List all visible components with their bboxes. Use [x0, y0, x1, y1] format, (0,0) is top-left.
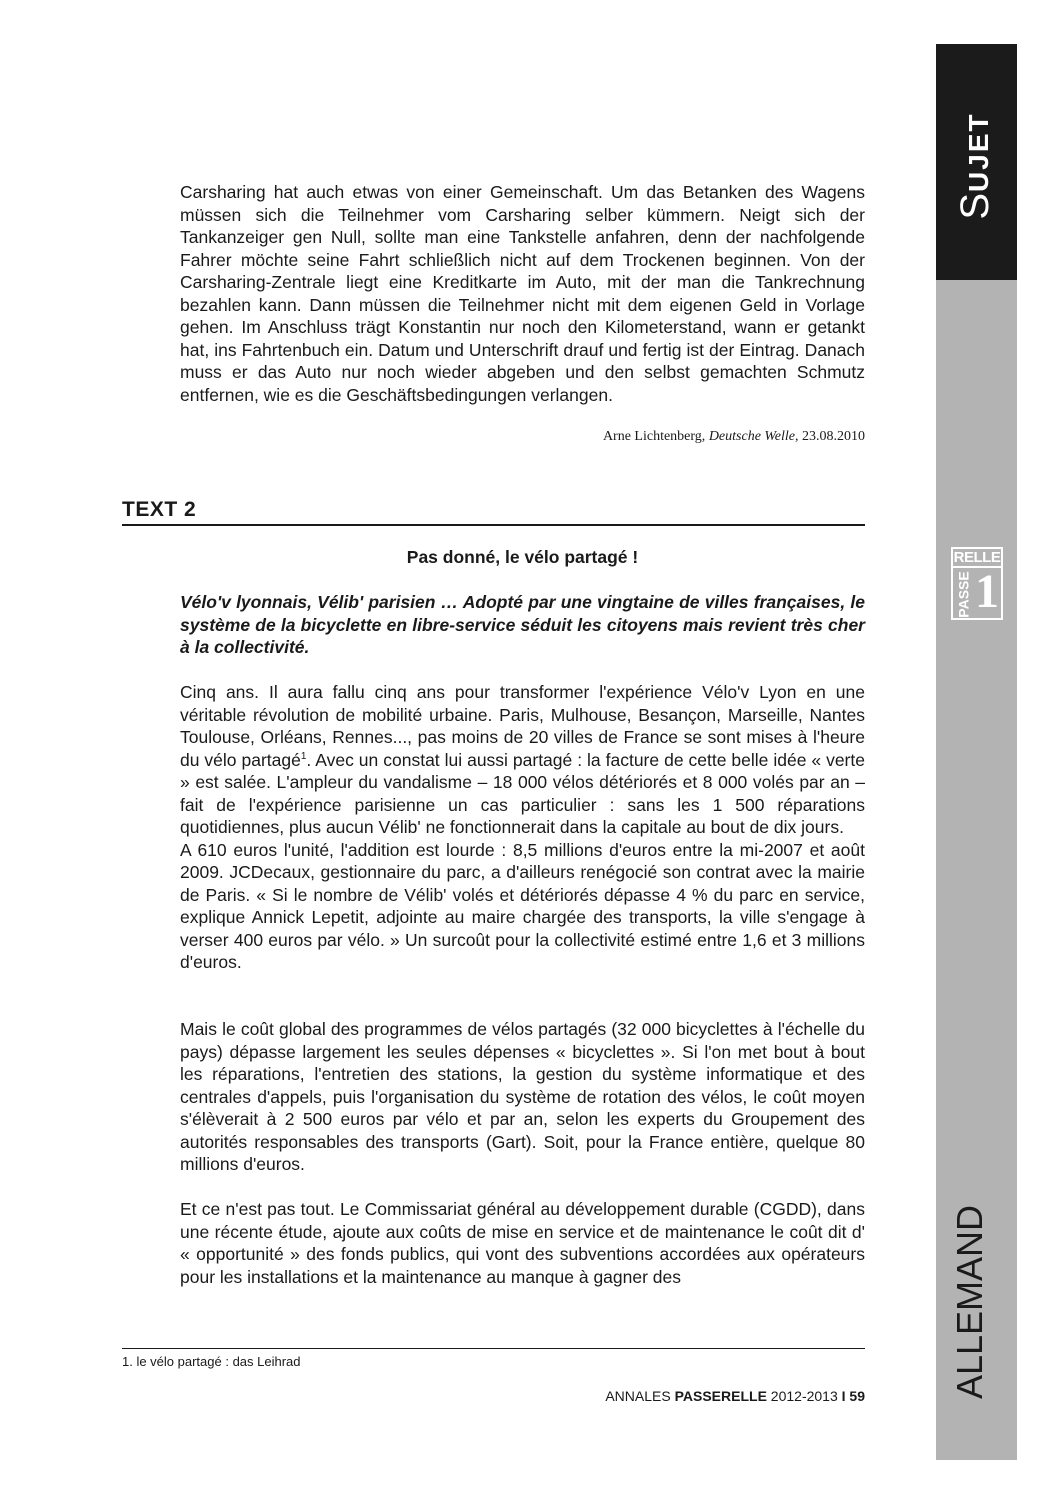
footnote-divider [122, 1348, 865, 1349]
logo-number: 1 [975, 565, 999, 618]
section-label-rest: UJET [963, 112, 994, 192]
lead-paragraph: Vélo'v lyonnais, Vélib' parisien … Adopté par une vingtaine de villes françaises, le système de la bicyclette en libre-service séduit les citoyens mais revient très cher à la collectivité. [180, 592, 865, 657]
text1-paragraph: Carsharing hat auch etwas von einer Gemeinschaft. Um das Betanken des Wagens müssen sich die Teilnehmer vom Carsharing selber kümmern. Neigt sich der Tankanzeiger gen Null, sollte man eine Tankstelle anfahren, denn der nachfolgende Fahrer möchte seine Fahrt schließlich nicht auf dem Trockenen beginnen. Von der Carsharing-Zentrale liegt eine Kreditkarte im Auto, mit der man die Tankrechnung bezahlen kann. Dann müssen die Teilnehmer nicht mit dem eigenen Geld in Vorlage gehen. Im Anschluss trägt Konstantin nur noch den Kilometerstand, wann er getankt hat, ins Fahrtenbuch ein. Datum und Unterschrift drauf und fertig ist der Eintrag. Danach muss er das Auto nur noch wieder abgeben und den selbst gemachten Schmutz entfernen, wie es die Geschäftsbedingungen verlangen. [180, 182, 865, 405]
citation-author: Arne Lichtenberg, [602, 429, 709, 444]
logo-top-text: RELLE [953, 549, 1001, 566]
article-title: Pas donné, le vélo partagé ! [406, 547, 639, 567]
section-label [955, 71, 995, 261]
page-footer [560, 1387, 865, 1405]
paragraph-text: . Avec un constat lui aussi partagé : la facture de cette belle idée « verte » est salée. L'ampleur du vandalisme – 18 000 vélos détériorés et 8 000 volés par an – fait de l'expérience parisienne un cas particulier : sans les 1 500 réparations quotidiennes, plus aucun Vélib' ne fonctionnerait dans la capitale au bout de dix jours. [180, 749, 865, 837]
section-label-initial: S [953, 191, 997, 220]
page-number: 59 [845, 1388, 865, 1404]
section-heading: TEXT 2 [122, 496, 865, 526]
article-paragraph: Mais le coût global des programmes de vélos partagés (32 000 bicyclettes à l'échelle du pays) dépasse largement les seules dépenses « bicyclettes ». Si l'on met bout à bout les réparations, l'entretien des stations, la gestion du système informatique et des centrales d'appels, puis l'organisation du système de rotation des vélos, le coût moyen s'élèverait à 2 500 euros par vélo et par an, selon les experts du Groupement des autorités responsables des transports (Gart). Soit, pour la France entière, quelque 80 millions d'euros. [180, 1019, 865, 1174]
text1-citation [500, 428, 865, 446]
citation-date: , 23.08.2010 [795, 429, 865, 444]
article-lead [180, 591, 865, 659]
article-body-3 [180, 1198, 865, 1288]
article-paragraph: Et ce n'est pas tout. Le Commissariat général au développement durable (CGDD), dans une récente étude, ajoute aux coûts de mise en service et de maintenance le coût dit d' « opportunité » des fonds publics, qui vont des subventions accordées aux opérateurs pour les installations et la maintenance au manque à gagner des [180, 1199, 865, 1287]
footer-separator: I [841, 1388, 846, 1404]
footer-brand: PASSERELLE [674, 1388, 767, 1404]
citation-source: Deutsche Welle [708, 429, 795, 444]
subject-label: ALLEMAND [949, 1204, 990, 1400]
article-body-1 [180, 681, 865, 974]
passerelle-logo [951, 547, 1003, 620]
paragraph-text: Cinq ans. Il aura fallu cinq ans pour transformer l'expérience Vélo'v Lyon en une véritable révolution de mobilité urbaine. Paris, Mulhouse, Besançon, Marseille, Nantes Toulouse, Orléans, Rennes..., pas moins de 20 villes de France se sont mises à l'heure du vélo partagé [180, 682, 865, 770]
text1-body [180, 181, 865, 406]
footnote-ref: 1 [300, 750, 307, 762]
footer-years: 2012-2013 [766, 1388, 842, 1404]
article-paragraph [180, 681, 865, 839]
footer-prefix: ANNALES [605, 1388, 675, 1404]
article-paragraph: A 610 euros l'unité, l'addition est lourde : 8,5 millions d'euros entre la mi-2007 et août 2009. JCDecaux, gestionnaire du parc, a d'ailleurs renégocié son contrat avec la mairie de Paris. « Si le nombre de Vélib' volés et détériorés dépasse 4 % du parc en service, explique Annick Lepetit, adjointe au maire chargée des transports, la ville s'engage à verser 400 euros par vélo. » Un surcoût pour la collectivité estimé entre 1,6 et 3 millions d'euros. [180, 839, 865, 972]
footnote: 1. le vélo partagé : das Leihrad [122, 1354, 301, 1369]
logo-side-text: PASSE [955, 571, 972, 618]
article-body-2 [180, 1018, 865, 1176]
